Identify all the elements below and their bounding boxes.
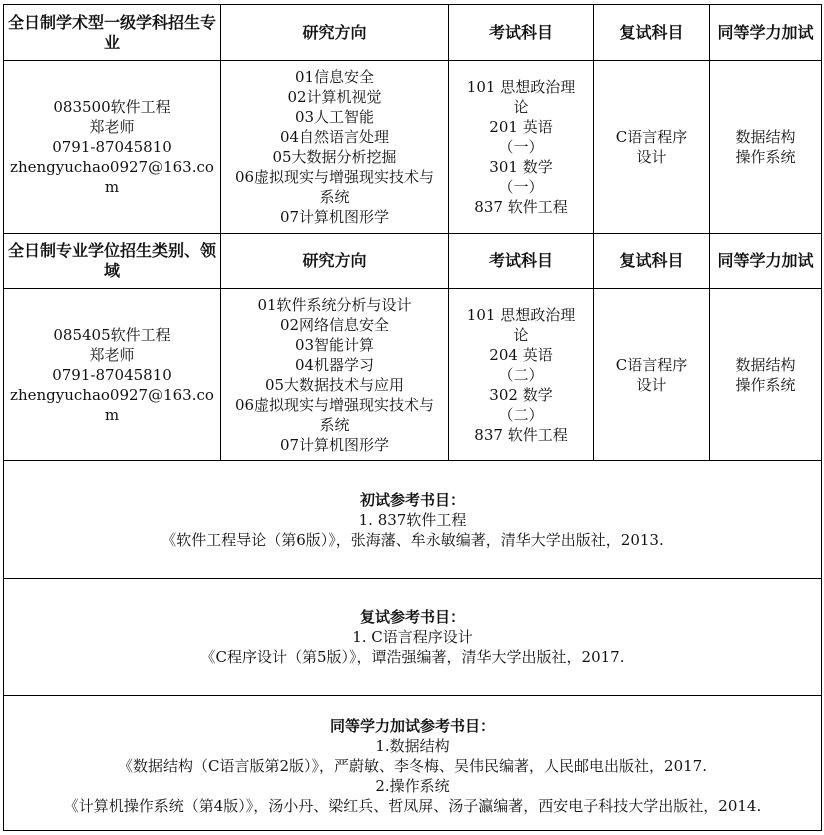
admission-table xyxy=(3,4,822,831)
header-row-professional xyxy=(4,234,822,289)
direction-item: 07计算机图形学 xyxy=(279,435,390,454)
major-name: 083500软件工程 xyxy=(53,98,171,116)
contact-phone: 0791-87045810 xyxy=(52,365,172,384)
header-direction: 研究方向 xyxy=(221,234,449,289)
direction-item: 04自然语言处理 xyxy=(279,128,390,146)
extra-item: 数据结构 xyxy=(735,355,796,374)
direction-cell xyxy=(221,289,449,461)
book-line: 1. C语言程序设计 xyxy=(352,628,473,646)
extra-cell xyxy=(710,289,822,461)
direction-item: 04机器学习 xyxy=(294,355,375,374)
direction-cell xyxy=(221,61,449,234)
book-line: 2.操作系统 xyxy=(375,777,450,795)
major-cell xyxy=(4,61,221,234)
book-line: 《软件工程导论（第6版）》，张海藩、牟永敏编著，清华大学出版社，2013. xyxy=(161,530,664,549)
book-line: 《数据结构（C语言版第2版）》，严蔚敏、李冬梅、吴伟民编著，人民邮电出版社，2017. xyxy=(118,757,707,775)
extra-item: 操作系统 xyxy=(735,148,796,166)
exam-cell xyxy=(449,61,594,234)
contact-name: 郑老师 xyxy=(89,345,135,364)
books-extra-title: 同等学力加试参考书目： xyxy=(329,717,495,735)
retest-cell: C语言程序设计 xyxy=(594,289,710,461)
book-line: 1. 837软件工程 xyxy=(358,510,467,529)
direction-item: 01信息安全 xyxy=(294,68,375,86)
book-line: 1.数据结构 xyxy=(375,737,450,755)
header-major: 全日制学术型一级学科招生专业 xyxy=(4,5,221,61)
header-retest: 复试科目 xyxy=(594,234,710,289)
extra-item: 操作系统 xyxy=(735,375,796,394)
contact-email: zhengyuchao0927@163.com xyxy=(10,158,214,196)
header-extra: 同等学力加试 xyxy=(710,5,822,61)
header-row-academic xyxy=(4,5,822,61)
program-row-academic xyxy=(4,61,822,234)
retest-cell: C语言程序设计 xyxy=(594,61,710,234)
contact-phone: 0791-87045810 xyxy=(52,138,172,156)
books-retest-row xyxy=(4,579,822,696)
header-exam: 考试科目 xyxy=(449,234,594,289)
direction-item: 01软件系统分析与设计 xyxy=(257,295,412,314)
header-extra: 同等学力加试 xyxy=(710,234,822,289)
contact-email: zhengyuchao0927@163.com xyxy=(10,385,214,424)
books-retest-cell xyxy=(4,579,822,696)
books-extra-row xyxy=(4,696,822,831)
exam-item: 201 英语（一） xyxy=(489,118,553,156)
direction-item: 05大数据分析挖掘 xyxy=(272,148,397,166)
exam-cell xyxy=(449,289,594,461)
direction-item: 02网络信息安全 xyxy=(279,315,390,334)
exam-item: 837 软件工程 xyxy=(474,198,568,216)
direction-item: 03人工智能 xyxy=(294,108,375,126)
books-initial-title: 初试参考书目： xyxy=(359,490,465,509)
header-direction: 研究方向 xyxy=(221,5,449,61)
direction-item: 07计算机图形学 xyxy=(279,208,390,226)
direction-item: 06虚拟现实与增强现实技术与系统 xyxy=(234,168,435,206)
books-initial-row xyxy=(4,461,822,579)
book-line: 《计算机操作系统（第4版）》，汤小丹、梁红兵、哲凤屏、汤子瀛编著，西安电子科技大学出版社，2014. xyxy=(63,797,762,815)
books-extra-cell xyxy=(4,696,822,831)
major-name: 085405软件工程 xyxy=(53,325,171,344)
exam-item: 204 英语（二） xyxy=(489,345,553,384)
direction-item: 03智能计算 xyxy=(294,335,375,354)
extra-item: 数据结构 xyxy=(735,128,796,146)
extra-cell xyxy=(710,61,822,234)
direction-item: 06虚拟现实与增强现实技术与系统 xyxy=(234,395,435,434)
books-initial-cell xyxy=(4,461,822,579)
books-retest-title: 复试参考书目： xyxy=(359,608,465,626)
exam-item: 101 思想政治理论 xyxy=(466,78,576,116)
direction-item: 05大数据技术与应用 xyxy=(264,375,405,394)
exam-item: 302 数学（二） xyxy=(489,385,553,424)
major-cell xyxy=(4,289,221,461)
header-retest: 复试科目 xyxy=(594,5,710,61)
contact-name: 郑老师 xyxy=(89,118,135,136)
header-exam: 考试科目 xyxy=(449,5,594,61)
book-line: 《C程序设计（第5版）》，谭浩强编著，清华大学出版社，2017. xyxy=(200,648,625,666)
program-row-professional xyxy=(4,289,822,461)
header-major: 全日制专业学位招生类别、领域 xyxy=(4,234,221,289)
exam-item: 837 软件工程 xyxy=(474,425,568,444)
exam-item: 301 数学（一） xyxy=(489,158,553,196)
exam-item: 101 思想政治理论 xyxy=(466,305,576,344)
direction-item: 02计算机视觉 xyxy=(287,88,382,106)
